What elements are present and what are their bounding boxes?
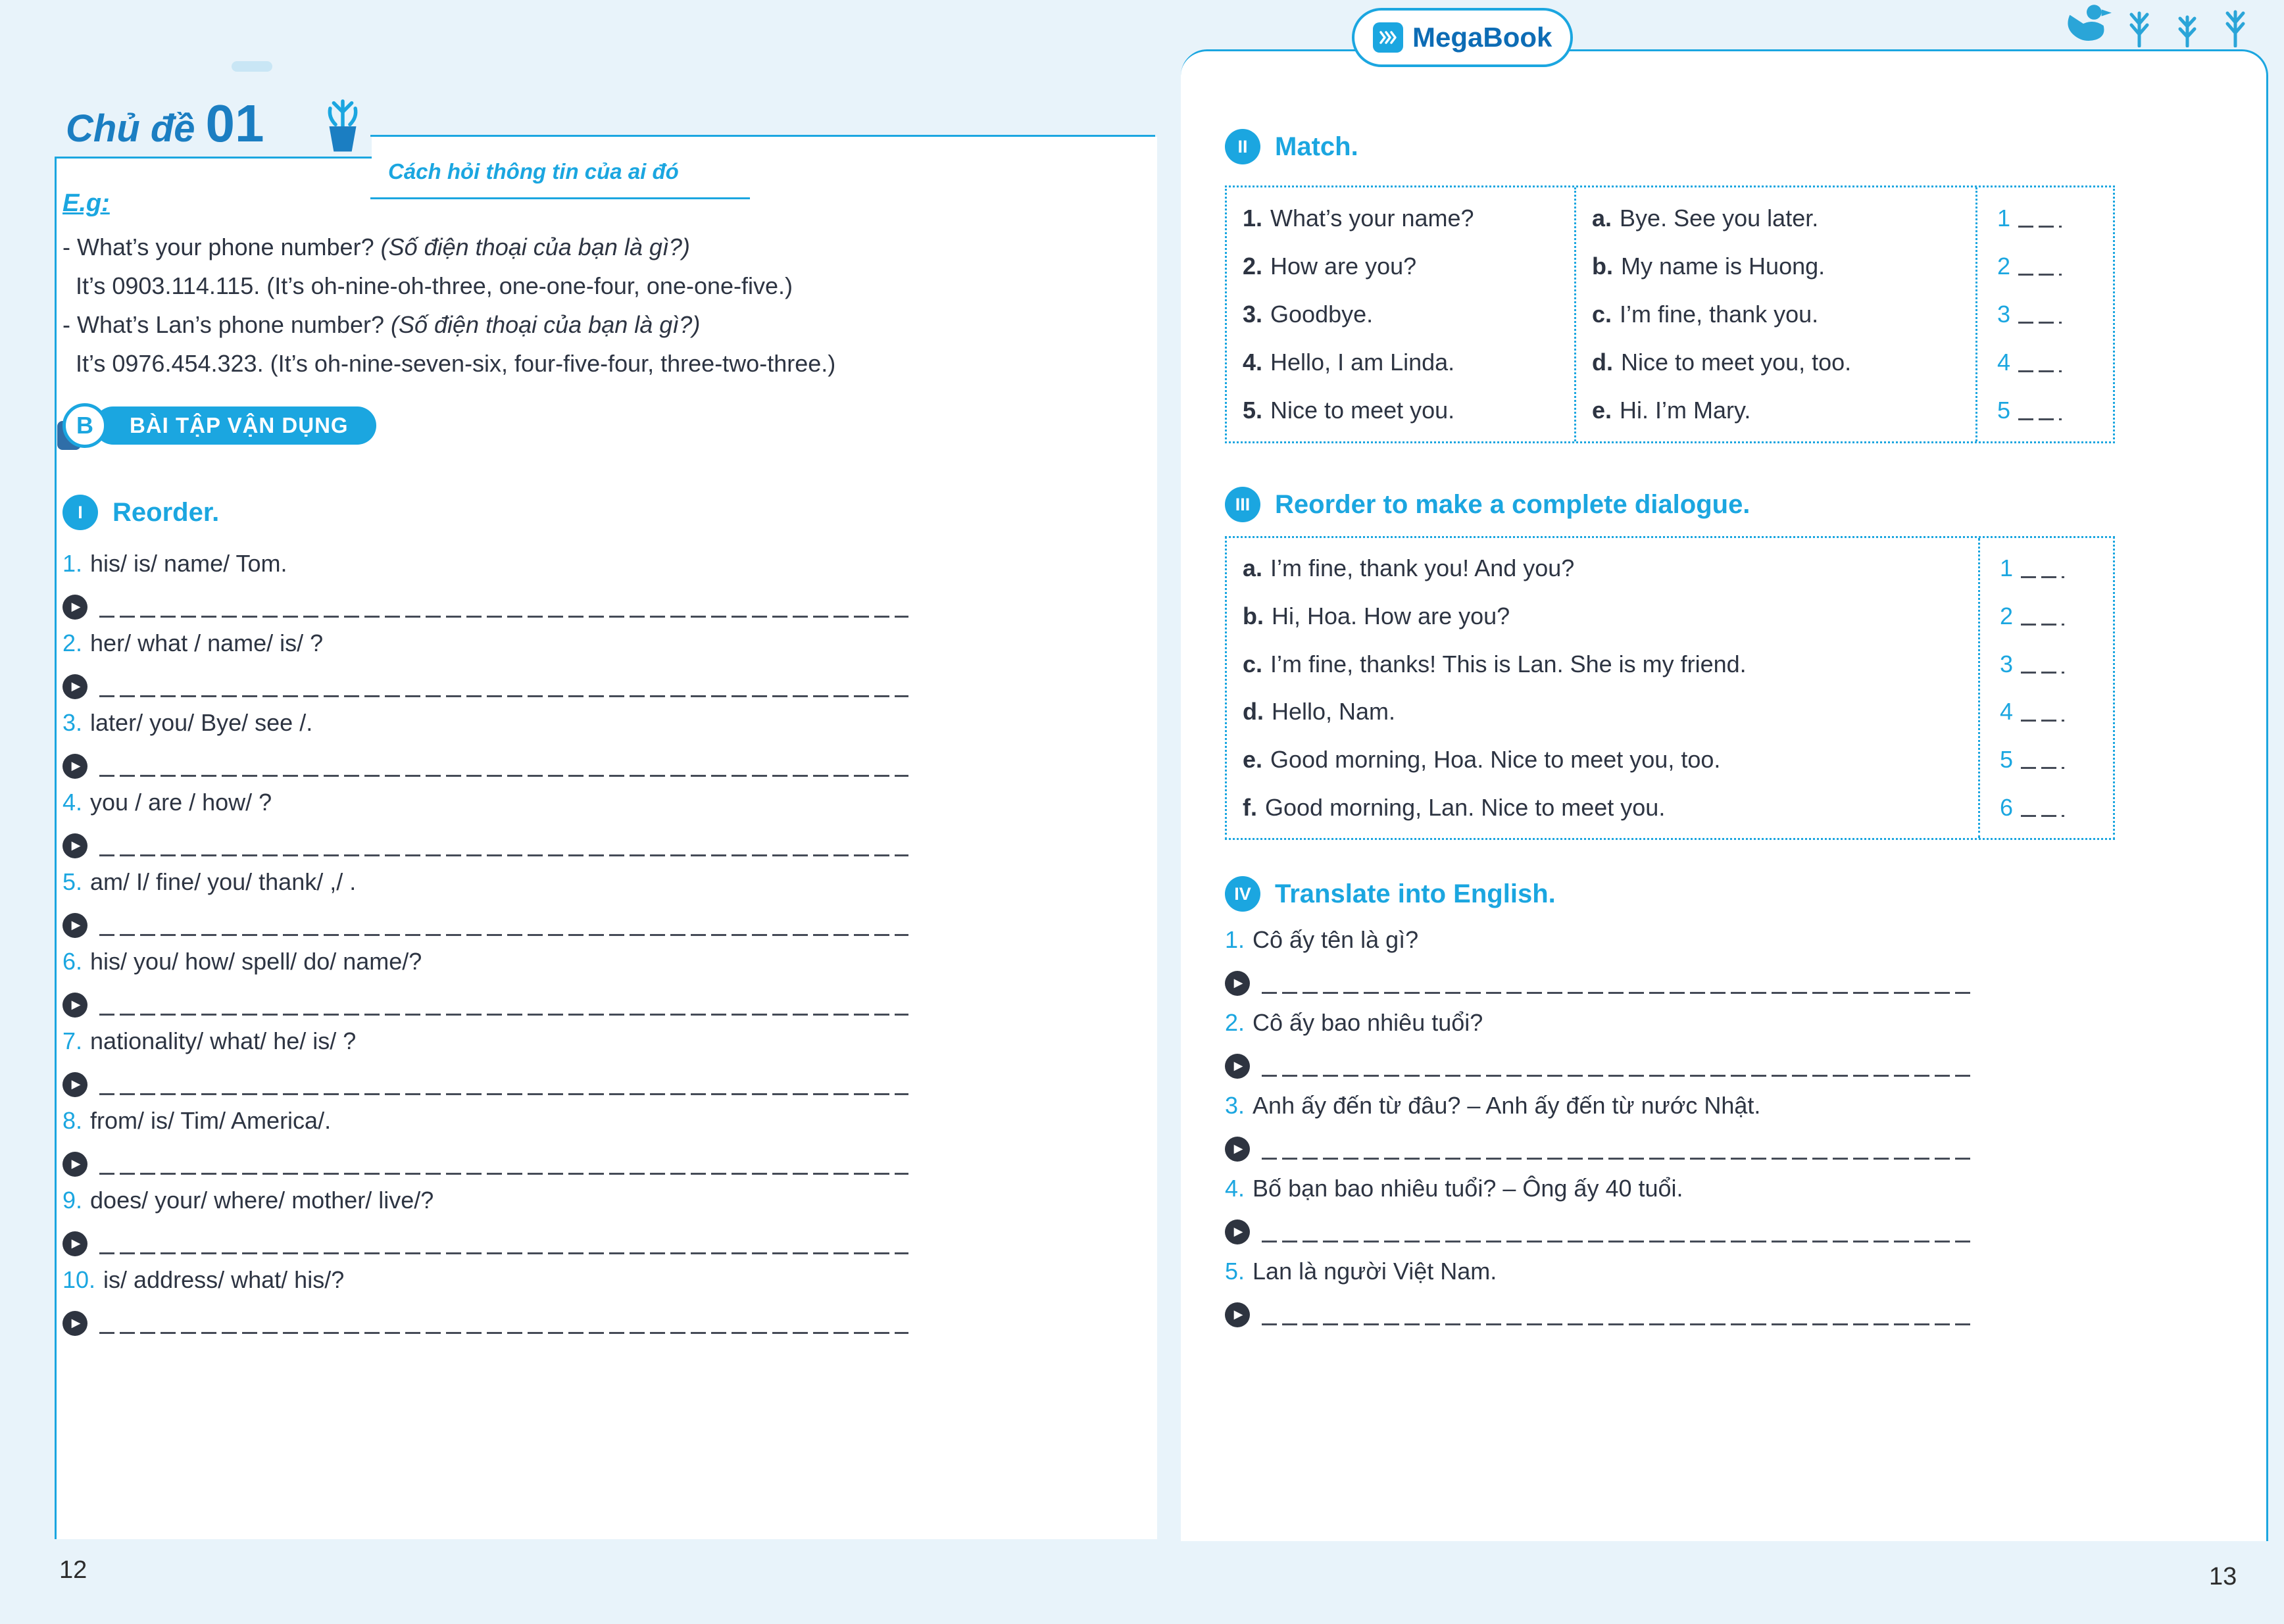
- topic-label: Chủ đề: [66, 107, 195, 150]
- reorder-item: 5. am/ I/ fine/ you/ thank/ ,/ . ▶: [62, 868, 1102, 948]
- answer-blank: [1262, 1075, 1975, 1077]
- match-answer: e. Hi. I’m Mary.: [1592, 397, 1751, 424]
- answer-blank: [99, 1014, 908, 1016]
- answer-arrow-icon: ▶: [62, 1231, 87, 1256]
- answer-blank: [2021, 720, 2064, 722]
- answer-blank: [99, 1093, 908, 1095]
- answer-arrow-icon: ▶: [62, 833, 87, 858]
- answer-arrow-icon: ▶: [1225, 1054, 1250, 1079]
- answer-arrow-icon: ▶: [1225, 1219, 1250, 1244]
- dialogue-lines-column: [1227, 538, 1978, 838]
- match-question: 3. Goodbye.: [1243, 300, 1374, 328]
- match-answer: c. I’m fine, thank you.: [1592, 300, 1819, 328]
- match-blanks-column: [1975, 187, 2113, 441]
- match-blank-row: 3: [1997, 292, 2113, 337]
- example-line: It’s 0976.454.323. (It’s oh-nine-seven-six, four-five-four, three-two-three.): [76, 350, 836, 377]
- answer-blank: [2021, 672, 2064, 674]
- exercise-1-badge: I: [62, 495, 98, 530]
- answer-arrow-icon: ▶: [62, 913, 87, 938]
- section-b-badge: B: [62, 403, 107, 448]
- answer-blank: [1262, 1323, 1975, 1325]
- match-answer: b. My name is Huong.: [1592, 252, 1825, 280]
- translate-item: 5. Lan là người Việt Nam. ▶: [1225, 1258, 2159, 1341]
- reorder-item: 2. her/ what / name/ is/ ? ▶: [62, 629, 1102, 709]
- exercise-2-title: Match.: [1275, 132, 1358, 161]
- answer-blank: [99, 934, 908, 936]
- reorder-item: 8. from/ is/ Tim/ America/. ▶: [62, 1107, 1102, 1187]
- match-question: 4. Hello, I am Linda.: [1243, 349, 1455, 376]
- match-blank-row: 5: [1997, 388, 2113, 433]
- dialogue-box: [1225, 536, 2115, 840]
- brand-logo: [1352, 8, 1573, 67]
- page-number-right: 13: [2209, 1563, 2237, 1590]
- match-answer: a. Bye. See you later.: [1592, 204, 1819, 232]
- exercise-2-header: [1225, 129, 1358, 164]
- plant-sprigs-icon: [2125, 4, 2260, 51]
- reorder-item: 4. you / are / how/ ? ▶: [62, 789, 1102, 868]
- decor-dash: [232, 61, 272, 72]
- exercise-2-badge: II: [1225, 129, 1260, 164]
- answer-blank: [2021, 576, 2064, 578]
- answer-blank: [2021, 815, 2064, 817]
- exercise-1-header: [62, 495, 219, 530]
- subtitle-underline: [370, 197, 750, 199]
- answer-blank: [1262, 1158, 1975, 1160]
- exercise-3-badge: III: [1225, 487, 1260, 522]
- example-line: - What’s your phone number? (Số điện thoại của bạn là gì?): [62, 234, 690, 260]
- reorder-item: 3. later/ you/ Bye/ see /. ▶: [62, 709, 1102, 789]
- translate-item: 2. Cô ấy bao nhiêu tuổi? ▶: [1225, 1009, 2159, 1092]
- example-heading: E.g:: [62, 189, 110, 217]
- answer-blank: [2018, 322, 2062, 324]
- exercise-4-title: Translate into English.: [1275, 879, 1556, 908]
- section-b-title: BÀI TẬP VẬN DỤNG: [94, 406, 376, 445]
- exercise-3-title: Reorder to make a complete dialogue.: [1275, 489, 1750, 519]
- answer-blank: [1262, 992, 1975, 994]
- match-answer: d. Nice to meet you, too.: [1592, 349, 1852, 376]
- example-block: [62, 228, 1102, 383]
- translate-item: 1. Cô ấy tên là gì? ▶: [1225, 926, 2159, 1009]
- left-page-top-rule: [370, 135, 1155, 137]
- dialogue-blank-row: 5: [2000, 736, 2113, 783]
- answer-blank: [99, 1173, 908, 1175]
- answer-blank: [2018, 370, 2062, 372]
- match-question: 2. How are you?: [1243, 252, 1417, 280]
- answer-arrow-icon: ▶: [62, 1152, 87, 1177]
- reorder-item: 10. is/ address/ what/ his/? ▶: [62, 1266, 1102, 1346]
- dialogue-blank-row: 1: [2000, 545, 2113, 592]
- answer-arrow-icon: ▶: [1225, 1302, 1250, 1327]
- duck-icon: [2059, 3, 2113, 51]
- match-question: 5. Nice to meet you.: [1243, 397, 1455, 424]
- exercise-4-header: [1225, 876, 1556, 912]
- match-questions-column: [1227, 187, 1574, 441]
- answer-blank: [2018, 226, 2062, 228]
- exercise-4-list: [1225, 926, 2159, 1341]
- answer-blank: [2018, 274, 2062, 276]
- answer-blank: [99, 616, 908, 618]
- answer-blank: [2018, 418, 2062, 420]
- answer-blank: [99, 695, 908, 697]
- reorder-item: 7. nationality/ what/ he/ is/ ? ▶: [62, 1027, 1102, 1107]
- answer-arrow-icon: ▶: [62, 754, 87, 779]
- dialogue-blank-row: 4: [2000, 688, 2113, 735]
- dialogue-line: f. Good morning, Lan. Nice to meet you.: [1243, 793, 1666, 821]
- dialogue-line: d. Hello, Nam.: [1243, 698, 1396, 726]
- exercise-3-header: [1225, 487, 1750, 522]
- answer-blank: [2021, 624, 2064, 626]
- answer-arrow-icon: ▶: [62, 674, 87, 699]
- answer-arrow-icon: ▶: [62, 993, 87, 1018]
- brand-name: MegaBook: [1412, 22, 1552, 53]
- reorder-item: 9. does/ your/ where/ mother/ live/? ▶: [62, 1187, 1102, 1266]
- reorder-item: 6. his/ you/ how/ spell/ do/ name/? ▶: [62, 948, 1102, 1027]
- topic-heading: [66, 93, 264, 154]
- match-blank-row: 4: [1997, 340, 2113, 385]
- dialogue-line: b. Hi, Hoa. How are you?: [1243, 602, 1510, 629]
- dialogue-blank-row: 6: [2000, 784, 2113, 831]
- plant-pot-icon: [316, 92, 370, 159]
- answer-arrow-icon: ▶: [62, 1072, 87, 1097]
- answer-blank: [2021, 767, 2064, 769]
- answer-blank: [99, 854, 908, 856]
- page-number-left: 12: [59, 1556, 87, 1584]
- topic-number: 01: [205, 94, 264, 153]
- answer-blank: [99, 1332, 908, 1334]
- translate-item: 3. Anh ấy đến từ đâu? – Anh ấy đến từ nước Nhật. ▶: [1225, 1092, 2159, 1175]
- answer-arrow-icon: ▶: [62, 595, 87, 620]
- exercise-1-list: [62, 550, 1102, 1346]
- exercise-1-title: Reorder.: [112, 497, 220, 527]
- match-answers-column: [1574, 187, 1975, 441]
- exercise-4-badge: IV: [1225, 876, 1260, 912]
- reorder-item: 1. his/ is/ name/ Tom. ▶: [62, 550, 1102, 629]
- answer-arrow-icon: ▶: [1225, 971, 1250, 996]
- answer-blank: [99, 775, 908, 777]
- dialogue-blank-row: 2: [2000, 593, 2113, 640]
- answer-blank: [1262, 1241, 1975, 1243]
- answer-blank: [99, 1252, 908, 1254]
- section-b-banner: [62, 405, 376, 446]
- example-line: It’s 0903.114.115. (It’s oh-nine-oh-three, one-one-four, one-one-five.): [76, 272, 793, 299]
- answer-arrow-icon: ▶: [62, 1311, 87, 1336]
- answer-arrow-icon: ▶: [1225, 1137, 1250, 1162]
- match-blank-row: 2: [1997, 244, 2113, 289]
- dialogue-blank-row: 3: [2000, 641, 2113, 688]
- dialogue-line: e. Good morning, Hoa. Nice to meet you, too.: [1243, 745, 1721, 773]
- match-question: 1. What’s your name?: [1243, 204, 1474, 232]
- dialogue-blanks-column: [1978, 538, 2113, 838]
- translate-item: 4. Bố bạn bao nhiêu tuổi? – Ông ấy 40 tuổi. ▶: [1225, 1175, 2159, 1258]
- match-table: [1225, 185, 2115, 443]
- brand-chevrons-icon: [1373, 22, 1403, 53]
- example-line: - What’s Lan’s phone number? (Số điện thoại của bạn là gì?): [62, 311, 701, 338]
- match-blank-row: 1: [1997, 196, 2113, 241]
- dialogue-line: a. I’m fine, thank you! And you?: [1243, 554, 1575, 582]
- topic-subtitle: Cách hỏi thông tin của ai đó: [388, 159, 679, 184]
- dialogue-line: c. I’m fine, thanks! This is Lan. She is my friend.: [1243, 650, 1747, 677]
